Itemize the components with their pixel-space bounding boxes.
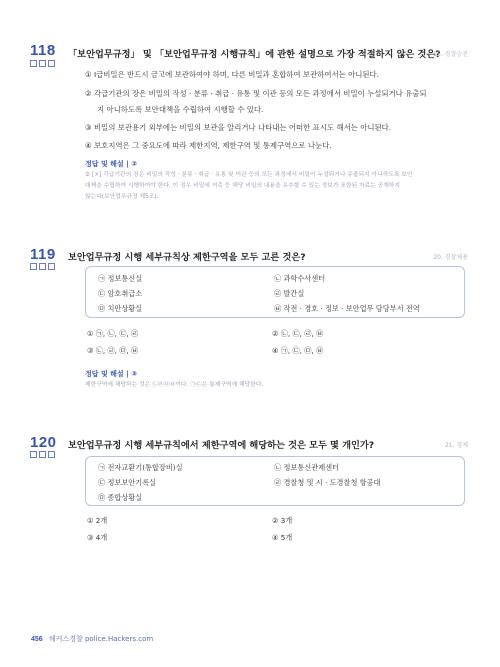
choice[interactable]: ② ㉡, ㉢, ㉣, ㉥ [272,329,324,338]
item: ㉠ 전자교환기(통합장비)실 [98,463,183,472]
question-text: 보안업무규정 시행 세부규칙상 제한구역을 모두 고른 것은? [68,252,306,263]
item: ㉣ 경찰청 및 시 · 도경찰청 항공대 [274,478,381,487]
page-number: 456 [31,636,43,643]
explanation-line [85,181,400,192]
answer-label: 정답 및 해설 | ③ [85,370,138,378]
question-number: 119 [30,246,56,263]
source-tag: 21. 경채 [444,442,468,449]
question-text: 「보안업무규정」 및 「보안업무규정 시행규칙」에 관한 설명으로 가장 적절하지 않은 것은? [68,49,441,60]
item: ㉢ 정보보안기록실 [98,478,157,487]
item: ㉡ 정보통신관제센터 [274,463,340,472]
check-boxes[interactable] [30,451,55,458]
explanation-line: ② [×] 각급기관의 장은 비밀의 작성 · 분류 · 취급 · 유통 및 이관 등의 모든 과정에서 비밀이 누설되거나 유출되지 아니하도록 보안 [85,172,413,178]
choice[interactable]: ④ ㉠, ㉢, ㉤, ㉥ [272,346,324,355]
item: ㉤ 치안상황실 [98,304,143,313]
option: ④ 보호지역은 그 중요도에 따라 제한지역, 제한구역 및 통제구역으로 나눈다. [85,141,332,150]
item: ㉣ 발간실 [274,289,305,298]
items-box [85,456,465,506]
source-tag: 20. 경찰채용 [433,254,468,261]
explanation-text: 대책을 수립하여 시행하여야 한다. 이 경우 비밀에 저촉 등 해당 비밀의 내용을 유추할 수 있는 정보가 포함된 자료는 공개하지 [85,183,401,189]
option: ③ 비밀의 보관용기 외부에는 비밀의 보관을 알리거나 나타내는 어떠한 표시도 해서는 아니된다. [85,123,392,132]
item: ㉢ 암호취급소 [98,289,143,298]
choice[interactable]: ③ 4개 [87,533,108,542]
check-boxes[interactable] [30,60,55,67]
choice[interactable]: ③ ㉡, ㉣, ㉤, ㉥ [87,346,139,355]
choice[interactable]: ① ㉠, ㉡, ㉢, ㉣ [87,329,139,338]
question-number: 118 [30,42,56,59]
option: ② 각급기관의 장은 비밀의 작성 · 분류 · 취급 · 유통 및 이관 등의 모든 과정에서 비밀이 누설되거나 유출되 [85,89,427,98]
explanation-line: 않는다(보안업무규정 제5조). [85,194,159,200]
choice[interactable]: ① 2개 [87,516,108,525]
check-boxes[interactable] [30,263,55,270]
option-continued: 지 아니하도록 보안대책을 수립하여 시행할 수 있다. [97,105,264,114]
item: ㉠ 정보통신실 [98,274,143,283]
page-footer [31,634,153,644]
item: ㉥ 작전 · 경호 · 정보 · 보안업무 담당부서 전역 [274,304,420,313]
choice[interactable]: ④ 5개 [272,533,293,542]
item: ㉤ 종합상황실 [98,493,143,502]
answer-label: 정답 및 해설 | ② [85,160,138,168]
question-number: 120 [30,434,57,451]
explanation-line: 제한구역에 해당하는 것은 ㉡㉣㉤㉥이다. ㉠㉢은 통제구역에 해당한다. [85,382,264,388]
source-tag: 25. 경찰승진 [433,51,468,58]
question-text: 보안업무규정 시행 세부규칙에서 제한구역에 해당하는 것은 모두 몇 개인가? [68,440,375,451]
choice[interactable]: ② 3개 [272,516,293,525]
item: ㉡ 과학수사센터 [274,274,326,283]
option: ① I급비밀은 반드시 금고에 보관하여야 하며, 다른 비밀과 혼합하여 보관하여서는 아니된다. [85,70,380,79]
brand-text: 해커스경찰 police.Hackers.com [48,635,154,643]
items-box [85,266,465,318]
